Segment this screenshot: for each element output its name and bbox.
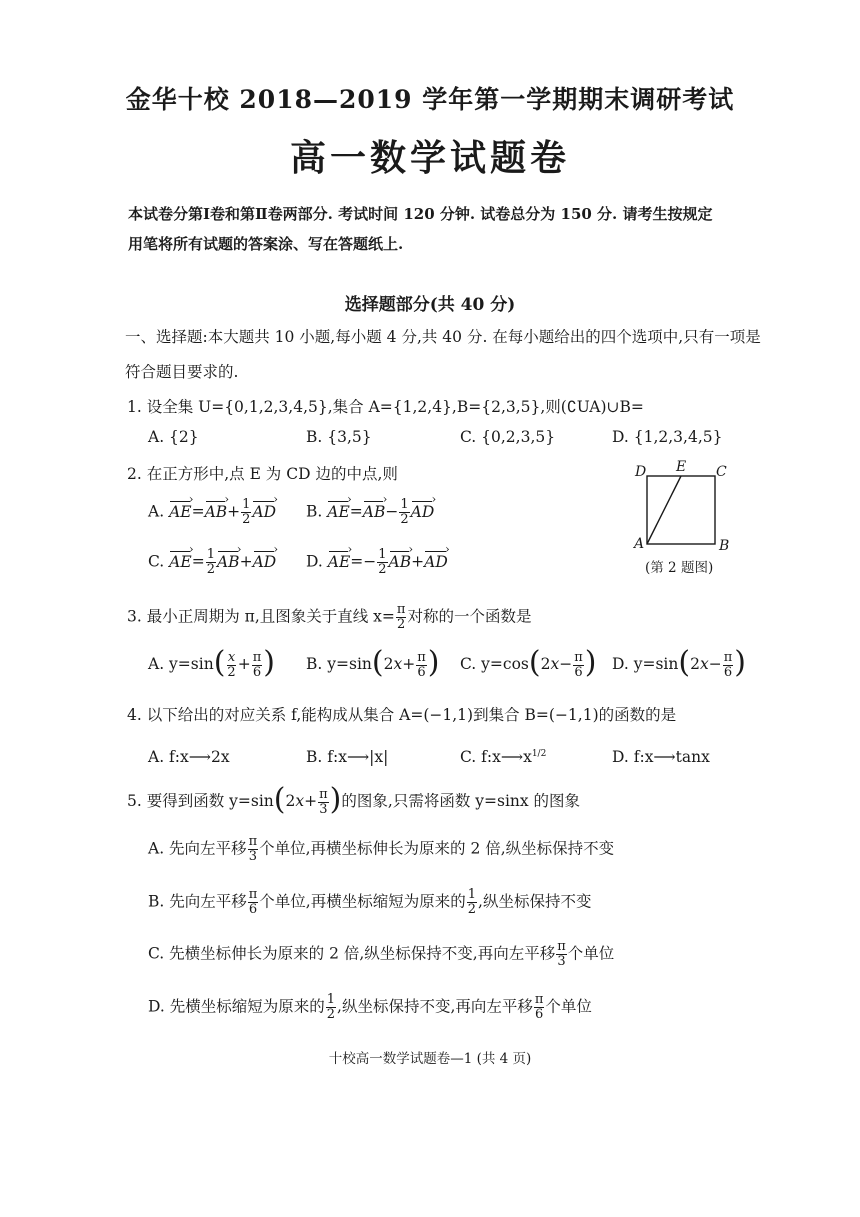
option-text: C. f:x⟶x bbox=[460, 748, 532, 766]
question-3-stem: 3. 最小正周期为 π,且图象关于直线 x= $\frac{\pi}{2}$ 对称的一个函数是 bbox=[127, 602, 532, 632]
question-5-option-a: A. 先向左平移 $\frac{\pi}{3}$ 个单位,再横坐标伸长为原来的 2 倍,纵坐标保持不变 bbox=[148, 834, 615, 864]
intro-line-2: 用笔将所有试题的答案涂、写在答题纸上. bbox=[128, 235, 404, 253]
option-text: D. 先横坐标缩短为原来的 bbox=[148, 997, 325, 1016]
option-text: A. 先向左平移 bbox=[148, 839, 247, 858]
question-3-option-d: D. y=sin(2x− $\frac{\pi}{6}$ ) bbox=[612, 645, 746, 680]
question-1-option-c: C. {0,2,3,5} bbox=[460, 428, 556, 446]
option-text: C. y=cos bbox=[460, 655, 529, 673]
option-letter: B. bbox=[306, 502, 323, 521]
question-1-option-a: A. {2} bbox=[148, 428, 199, 446]
question-5-stem: 5. 要得到函数 y=sin(2x+ $\frac{\pi}{3}$ )的图象,只需将函数 y=sinx 的图象 bbox=[127, 782, 581, 817]
question-2-option-d: D. AE ›=− $\frac{1}{2}$ AB ›+AD › bbox=[306, 548, 448, 577]
section-title: 选择题部分(共 40 分) bbox=[344, 295, 516, 315]
question-2-option-a: A. AE ›=AB ›+ $\frac{1}{2}$ AD › bbox=[148, 498, 276, 527]
question-2-option-b: B. AE ›=AB ›− $\frac{1}{2}$ AD › bbox=[306, 498, 434, 527]
stem-text: 的图象,只需将函数 y=sinx 的图象 bbox=[341, 792, 581, 810]
page-footer: 十校高一数学试题卷—1 (共 4 页) bbox=[328, 1051, 532, 1067]
option-text: B. 先向左平移 bbox=[148, 892, 247, 911]
option-text: B. y=sin bbox=[306, 655, 372, 673]
stem-text: 3. 最小正周期为 π,且图象关于直线 x= bbox=[127, 607, 395, 626]
label-b: B bbox=[719, 538, 730, 554]
question-1-option-b: B. {3,5} bbox=[306, 428, 372, 446]
option-text: 个单位,再横坐标伸长为原来的 2 倍,纵坐标保持不变 bbox=[259, 839, 615, 858]
option-text: 个单位,再横坐标缩短为原来的 bbox=[259, 892, 466, 911]
question-5-option-b: B. 先向左平移 $\frac{\pi}{6}$ 个单位,再横坐标缩短为原来的 $\frac{1}{2}$ ,纵坐标保持不变 bbox=[148, 887, 592, 917]
label-e: E bbox=[676, 459, 687, 475]
question-3-option-c: C. y=cos(2x− $\frac{\pi}{6}$ ) bbox=[460, 645, 597, 680]
question-2-stem: 2. 在正方形中,点 E 为 CD 边的中点,则 bbox=[127, 465, 398, 483]
option-text: ,纵坐标保持不变 bbox=[478, 892, 592, 911]
exam-subtitle: 高一数学试题卷 bbox=[289, 137, 570, 179]
exam-title: 金华十校 2018—2019 学年第一学期期末调研考试 bbox=[125, 85, 735, 114]
question-4-option-b: B. f:x⟶|x| bbox=[306, 748, 389, 766]
question-2-option-c: C. AE ›= $\frac{1}{2}$ AB ›+AD › bbox=[148, 548, 276, 577]
question-4-option-c bbox=[460, 748, 546, 766]
option-letter: C. bbox=[148, 552, 165, 571]
option-letter: D. bbox=[306, 552, 323, 571]
intro-line-1: 本试卷分第Ⅰ卷和第Ⅱ卷两部分. 考试时间 120 分钟. 试卷总分为 150 分. 请考生按规定 bbox=[128, 205, 713, 223]
figure-caption: (第 2 题图) bbox=[645, 560, 714, 576]
label-d: D bbox=[635, 464, 647, 480]
exponent: 1/2 bbox=[531, 748, 547, 759]
question-3-option-a: A. y=sin( $\frac{x}{2}$ + $\frac{\pi}{6}$ ) bbox=[148, 645, 275, 680]
option-text: D. y=sin bbox=[612, 655, 679, 673]
label-c: C bbox=[716, 464, 727, 480]
question-4-stem: 4. 以下给出的对应关系 f,能构成从集合 A=(−1,1)到集合 B=(−1,1)的函数的是 bbox=[127, 706, 677, 724]
question-5-option-d: D. 先横坐标缩短为原来的 $\frac{1}{2}$ ,纵坐标保持不变,再向左平移 $\frac{\pi}{6}$ 个单位 bbox=[148, 992, 592, 1022]
question-1-option-d: D. {1,2,3,4,5} bbox=[612, 428, 723, 446]
option-text: A. y=sin bbox=[148, 655, 214, 673]
label-a: A bbox=[634, 536, 645, 552]
question-5-option-c: C. 先横坐标伸长为原来的 2 倍,纵坐标保持不变,再向左平移 $\frac{\pi}{3}$ 个单位 bbox=[148, 939, 615, 969]
section-instruction-2: 符合题目要求的. bbox=[125, 363, 239, 381]
option-text: 个单位 bbox=[567, 944, 615, 963]
question-1-stem: 1. 设全集 U={0,1,2,3,4,5},集合 A={1,2,4},B={2,3,5},则(∁UA)∪B= bbox=[127, 398, 644, 416]
question-4-option-d: D. f:x⟶tanx bbox=[612, 748, 710, 766]
question-3-option-b: B. y=sin(2x+ $\frac{\pi}{6}$ ) bbox=[306, 645, 440, 680]
option-letter: A. bbox=[148, 502, 165, 521]
option-text: 个单位 bbox=[545, 997, 592, 1016]
question-4-option-a: A. f:x⟶2x bbox=[148, 748, 230, 766]
option-text: ,纵坐标保持不变,再向左平移 bbox=[337, 997, 533, 1016]
option-text: C. 先横坐标伸长为原来的 2 倍,纵坐标保持不变,再向左平移 bbox=[148, 944, 556, 963]
stem-text: 5. 要得到函数 y=sin bbox=[127, 792, 274, 810]
stem-text: 对称的一个函数是 bbox=[407, 607, 532, 626]
section-instruction-1: 一、选择题:本大题共 10 小题,每小题 4 分,共 40 分. 在每小题给出的四个选项中,只有一项是 bbox=[125, 328, 761, 346]
